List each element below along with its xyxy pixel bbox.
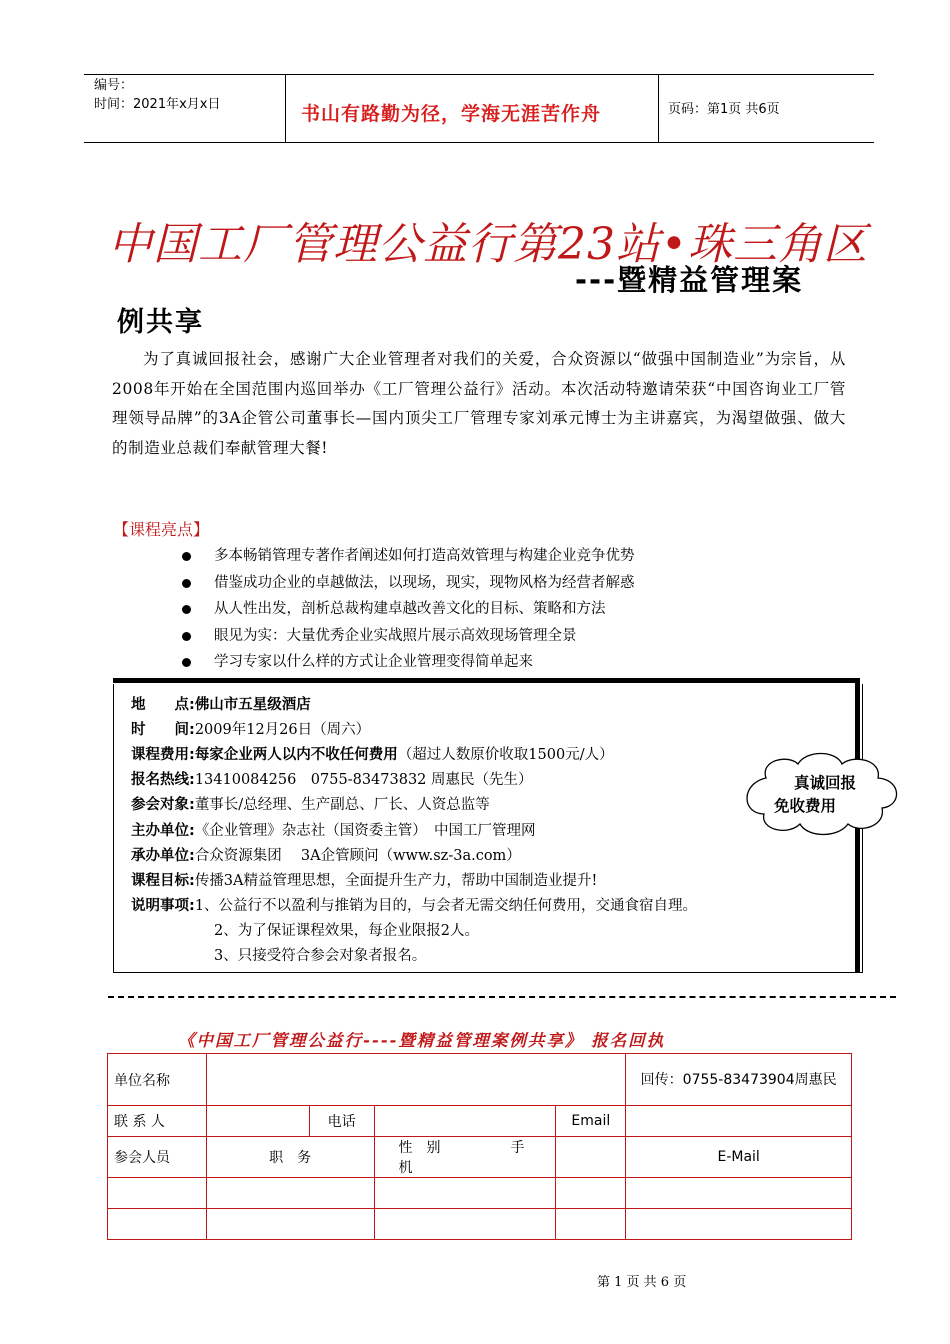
position-input-cell[interactable] bbox=[206, 1209, 374, 1240]
info-fee-row bbox=[131, 745, 614, 765]
info-audience-row bbox=[131, 795, 490, 815]
organizer-label: 主办单位: bbox=[131, 823, 195, 839]
info-host-row bbox=[131, 846, 521, 866]
table-row bbox=[108, 1137, 852, 1178]
document-subtitle: ---暨精益管理案 bbox=[575, 263, 804, 297]
note-item: 3、只接受符合参会对象者报名。 bbox=[214, 948, 427, 964]
host-value: 合众资源集团 3A企管顾问（www.sz-3a.com） bbox=[194, 848, 521, 864]
list-item: 眼见为实：大量优秀企业实战照片展示高效现场管理全景 bbox=[182, 623, 822, 650]
header-page-label: 页码：第1页 共6页 bbox=[668, 102, 780, 117]
fee-value-note: （超过人数原价收取1500元/人） bbox=[397, 747, 614, 763]
goal-label: 课程目标: bbox=[131, 873, 195, 889]
list-item: 借鉴成功企业的卓越做法，以现场，现实，现物风格为经营者解惑 bbox=[182, 570, 822, 597]
cloud-text-line2: 免收费用 bbox=[774, 797, 837, 815]
gender-label: 性 别 bbox=[398, 1140, 441, 1156]
attendee-input-cell[interactable] bbox=[108, 1178, 207, 1209]
hotline-label: 报名热线: bbox=[131, 772, 195, 788]
contact-input-cell[interactable] bbox=[206, 1106, 309, 1137]
cloud-text-line1: 真诚回报 bbox=[794, 774, 857, 792]
audience-label: 参会对象: bbox=[131, 797, 195, 813]
intro-paragraph: 为了真诚回报社会，感谢广大企业管理者对我们的关爱，合众资源以“做强中国制造业”为宗旨，从2008年开始在全国范围内巡回举办《工厂管理公益行》活动。本次活动特邀请荣获“中国咨询业工厂管理领导品牌”的3A企管公司董事长—国内顶尖工厂管理专家刘承元博士为主讲嘉宾，为渴望做强、做大的制造业总裁们奉献管理大餐! bbox=[112, 350, 846, 457]
phone-input-cell[interactable] bbox=[374, 1106, 556, 1137]
company-label: 单位名称 bbox=[108, 1054, 207, 1106]
phone-label: 电话 bbox=[309, 1106, 374, 1137]
location-label: 地 点: bbox=[131, 697, 195, 713]
attendee-label: 参会人员 bbox=[108, 1137, 207, 1178]
note-item: 1、公益行不以盈利与推销为目的，与会者无需交纳任何费用，交通食宿自理。 bbox=[194, 898, 698, 914]
info-note-row bbox=[214, 946, 426, 966]
fee-label: 课程费用: bbox=[131, 747, 195, 763]
header-divider-left bbox=[285, 74, 286, 142]
hotline-value: 13410084256 0755-83473832 周惠民（先生） bbox=[194, 772, 533, 788]
list-item: 学习专家以什么样的方式让企业管理变得简单起来 bbox=[182, 649, 822, 676]
table-row bbox=[108, 1054, 852, 1106]
gender-mobile-input-cell[interactable] bbox=[374, 1178, 556, 1209]
host-label: 承办单位: bbox=[131, 848, 195, 864]
input-cell[interactable] bbox=[556, 1178, 626, 1209]
info-location-row bbox=[131, 695, 311, 715]
email-label: Email bbox=[556, 1106, 626, 1137]
highlights-heading: 【课程亮点】 bbox=[113, 520, 210, 539]
page-footer: 第 1 页 共 6 页 bbox=[597, 1275, 687, 1290]
document-number-label: 编号： bbox=[94, 78, 134, 93]
info-note-row bbox=[214, 921, 479, 941]
form-title: 《中国工厂管理公益行----暨精益管理案例共享》 报名回执 bbox=[178, 1031, 666, 1050]
document-title: 中国工厂管理公益行第23站•珠三角区 bbox=[108, 219, 868, 270]
audience-value: 董事长/总经理、生产副总、厂长、人资总监等 bbox=[194, 797, 490, 813]
time-label: 时 间: bbox=[131, 722, 195, 738]
position-input-cell[interactable] bbox=[206, 1178, 374, 1209]
highlights-list bbox=[182, 543, 822, 676]
cut-line bbox=[108, 996, 896, 998]
email-input-cell[interactable] bbox=[626, 1106, 852, 1137]
email2-input-cell[interactable] bbox=[626, 1209, 852, 1240]
fax-label: 回传：0755-83473904周惠民 bbox=[626, 1054, 852, 1106]
document-time-label: 时间：2021年x月x日 bbox=[94, 97, 221, 112]
organizer-value: 《企业管理》杂志社（国资委主管） 中国工厂管理网 bbox=[194, 823, 536, 839]
contact-label: 联 系 人 bbox=[108, 1106, 207, 1137]
header-divider-right bbox=[658, 74, 659, 142]
mobile-label: 手 机 bbox=[398, 1140, 539, 1176]
table-row bbox=[108, 1209, 852, 1240]
position-label: 职 务 bbox=[206, 1137, 374, 1178]
blank-header-cell bbox=[556, 1137, 626, 1178]
note-item: 2、为了保证课程效果，每企业限报2人。 bbox=[214, 923, 479, 939]
company-input-cell[interactable] bbox=[206, 1054, 625, 1106]
gender-mobile-input-cell[interactable] bbox=[374, 1209, 556, 1240]
gender-mobile-header bbox=[374, 1137, 556, 1178]
attendee-input-cell[interactable] bbox=[108, 1209, 207, 1240]
info-organizer-row bbox=[131, 821, 536, 841]
document-subtitle-continued: 例共享 bbox=[117, 307, 204, 338]
header-bottom-rule bbox=[84, 142, 874, 143]
table-row bbox=[108, 1178, 852, 1209]
email2-input-cell[interactable] bbox=[626, 1178, 852, 1209]
info-time-row bbox=[131, 720, 370, 740]
header-motto: 书山有路勤为径，学海无涯苦作舟 bbox=[301, 103, 602, 125]
header-top-rule bbox=[84, 74, 874, 75]
info-hotline-row bbox=[131, 770, 533, 790]
email2-label: E-Mail bbox=[626, 1137, 852, 1178]
location-value: 佛山市五星级酒店 bbox=[194, 697, 311, 713]
notes-label: 说明事项: bbox=[131, 898, 195, 914]
list-item: 多本畅销管理专著作者阐述如何打造高效管理与构建企业竞争优势 bbox=[182, 543, 822, 570]
registration-table bbox=[107, 1053, 852, 1240]
info-box-top-bar bbox=[113, 678, 855, 683]
info-notes-row bbox=[131, 896, 697, 916]
time-value: 2009年12月26日（周六） bbox=[194, 722, 371, 738]
input-cell[interactable] bbox=[556, 1209, 626, 1240]
table-row bbox=[108, 1106, 852, 1137]
goal-value: 传播3A精益管理思想，全面提升生产力，帮助中国制造业提升! bbox=[194, 873, 598, 889]
list-item: 从人性出发，剖析总裁构建卓越改善文化的目标、策略和方法 bbox=[182, 596, 822, 623]
fee-value-main: 每家企业两人以内不收任何费用 bbox=[194, 747, 398, 763]
info-goal-row bbox=[131, 871, 597, 891]
